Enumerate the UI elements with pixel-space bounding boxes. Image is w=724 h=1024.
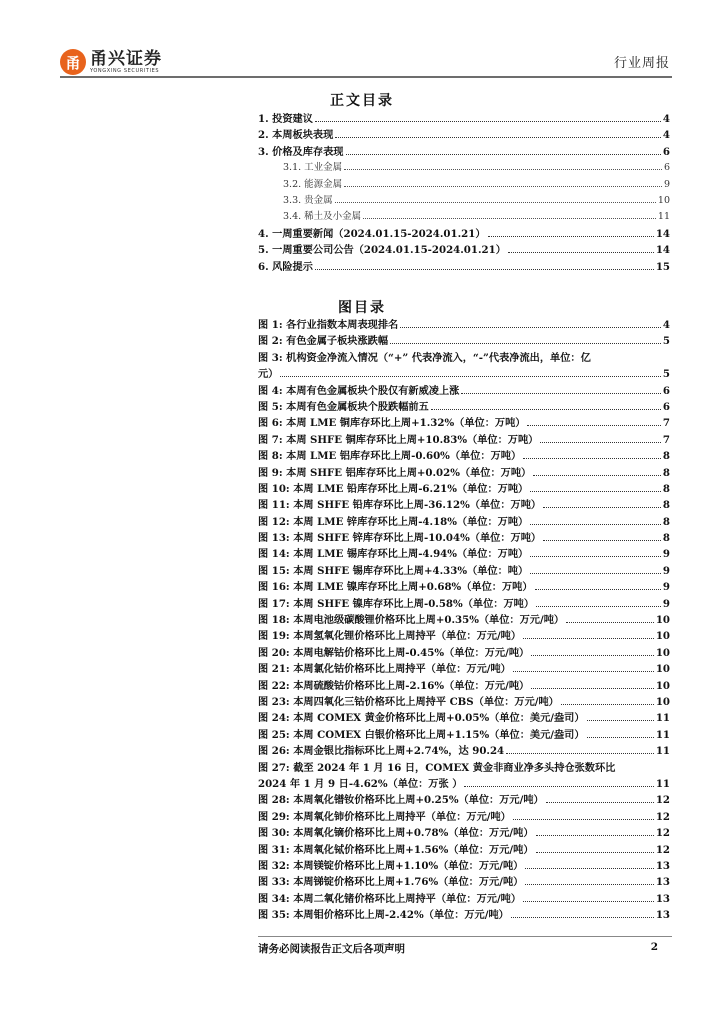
dot-leader: [540, 442, 661, 443]
figure-entry[interactable]: [258, 792, 670, 808]
figure-entry[interactable]: [258, 727, 670, 743]
figure-entry-page: 11: [655, 728, 670, 741]
toc-entry-page: 10: [657, 194, 670, 206]
figure-entry-page: 8: [662, 532, 670, 545]
toc-entry-label: 1. 投资建议: [258, 113, 313, 125]
figure-entry-label: 图 13: 本周 SHFE 锌库存环比上周-10.04%（单位：万吨）: [258, 532, 542, 545]
toc-entry-label: 5. 一周重要公司公告（2024.01.15-2024.01.21）: [258, 244, 506, 257]
toc-entry-page: 6: [663, 162, 670, 174]
toc-title: 正文目录: [330, 93, 394, 109]
figure-entry[interactable]: [258, 465, 670, 481]
figure-entry-label: 图 21: 本周氯化钴价格环比上周持平（单位：万元/吨）: [258, 663, 511, 676]
dot-leader: [346, 154, 661, 155]
figure-entry-label: 图 12: 本周 LME 锌库存环比上周-4.18%（单位：万吨）: [258, 515, 529, 528]
toc-entry[interactable]: [258, 127, 670, 143]
dot-leader: [344, 186, 662, 187]
dot-leader: [488, 236, 654, 237]
figure-entry-cont-label: 2024 年 1 月 9 日-4.62%（单位：万张 ）: [258, 777, 463, 790]
figure-entry-page: 8: [662, 482, 670, 495]
dot-leader: [280, 376, 661, 377]
dot-leader: [530, 556, 661, 557]
dot-leader: [531, 688, 654, 689]
dot-leader: [536, 835, 654, 836]
dot-leader: [315, 269, 654, 270]
dot-leader: [587, 720, 654, 721]
dot-leader: [587, 737, 654, 738]
dot-leader: [363, 218, 656, 219]
figure-entry-label: 图 33: 本周锑锭价格环比上周+1.76%（单位：万元/吨）: [258, 876, 524, 889]
figure-entry[interactable]: [258, 530, 670, 546]
toc-entry[interactable]: [258, 259, 670, 275]
figure-entry-page: 10: [655, 679, 670, 692]
figure-entry-page: 8: [662, 515, 670, 528]
figure-entry-page: 9: [662, 581, 670, 594]
toc-entry[interactable]: [258, 177, 670, 193]
figure-entry-cont-label: 元）: [258, 368, 279, 381]
figure-entry[interactable]: [258, 481, 670, 497]
figure-list: [258, 317, 670, 923]
figure-entry[interactable]: [258, 514, 670, 530]
figure-entry-page: 8: [662, 450, 670, 463]
footer-divider: [258, 936, 672, 937]
figure-entry-label: 图 17: 本周 SHFE 镍库存环比上周-0.58%（单位：万吨）: [258, 597, 535, 610]
brand-name-en: YONGXING SECURITIES: [90, 68, 160, 74]
figure-entry-label: 图 5: 本周有色金属板块个股跌幅前五: [258, 400, 429, 413]
figure-entry[interactable]: [258, 432, 670, 448]
brand-name-cn: 甬兴证券: [90, 49, 162, 69]
figure-entry-page: 13: [655, 859, 670, 872]
dot-leader: [335, 137, 661, 138]
figure-entry-label: 图 4: 本周有色金属板块个股仅有新威凌上涨: [258, 384, 460, 397]
dot-leader: [335, 202, 656, 203]
dot-leader: [536, 852, 654, 853]
figure-entry[interactable]: [258, 628, 670, 644]
dot-leader: [530, 491, 661, 492]
brand-logo-icon: 甬: [60, 49, 86, 75]
toc-entry-page: 15: [655, 260, 670, 273]
figure-entry[interactable]: [258, 317, 670, 333]
toc-entry[interactable]: [258, 144, 670, 160]
figure-entry-label: 图 25: 本周 COMEX 白银价格环比上周+1.15%（单位：美元/盎司）: [258, 728, 585, 741]
figure-entry[interactable]: [258, 874, 670, 890]
figure-entry-label: 图 18: 本周电池级碳酸锂价格环比上周+0.35%（单位：万元/吨）: [258, 614, 565, 627]
figure-entry[interactable]: 图 3: 机构资金净流入情况（“+” 代表净流入，“-”代表净流出，单位：亿: [258, 351, 591, 364]
dot-leader: [536, 606, 661, 607]
figure-entry-label: 图 29: 本周氧化铈价格环比上周持平（单位：万元/吨）: [258, 810, 511, 823]
dot-leader: [315, 121, 661, 122]
figure-entry[interactable]: [258, 399, 670, 415]
figure-entry-page: 11: [655, 745, 670, 758]
toc-list: [258, 111, 670, 275]
toc-entry-page: 11: [657, 211, 670, 223]
page-header: [60, 48, 672, 76]
figure-entry[interactable]: [258, 448, 670, 464]
figure-entry-cont-page: 5: [662, 368, 670, 381]
figure-entry[interactable]: [258, 678, 670, 694]
figure-entry-label: 图 28: 本周氧化镨钕价格环比上周+0.25%（单位：万元/吨）: [258, 794, 544, 807]
dot-leader: [400, 327, 661, 328]
figure-entry-page: 7: [662, 417, 670, 430]
dot-leader: [511, 917, 654, 918]
figure-entry[interactable]: [258, 497, 670, 513]
figure-entry-page: 6: [662, 400, 670, 413]
figure-entry-page: 9: [662, 548, 670, 561]
figure-entry-label: 图 24: 本周 COMEX 黄金价格环比上周+0.05%（单位：美元/盎司）: [258, 712, 585, 725]
brand-logo: [60, 48, 162, 76]
figure-entry-page: 10: [655, 630, 670, 643]
toc-entry-page: 6: [662, 145, 670, 158]
figure-entry[interactable]: [258, 891, 670, 907]
figure-entry-page: 12: [655, 827, 670, 840]
figure-entry[interactable]: [258, 596, 670, 612]
figure-entry-page: 7: [662, 433, 670, 446]
figure-entry-page: 8: [662, 499, 670, 512]
figure-entry-label: 图 1: 各行业指数本周表现排名: [258, 319, 399, 331]
page-footer: [258, 941, 672, 956]
figure-entry[interactable]: [258, 858, 670, 874]
dot-leader: [533, 475, 661, 476]
figure-entry[interactable]: [258, 645, 670, 661]
figure-entry-label: 图 20: 本周电解钴价格环比上周-0.45%（单位：万元/吨）: [258, 646, 530, 659]
figure-entry[interactable]: [258, 383, 670, 399]
toc-entry-page: 14: [655, 244, 670, 257]
dot-leader: [543, 507, 661, 508]
figure-entry-label: 图 26: 本周金银比指标环比上周+2.74%，达 90.24: [258, 745, 505, 758]
toc-entry-page: 4: [662, 113, 670, 125]
figure-entry-label: 图 6: 本周 LME 铜库存环比上周+1.32%（单位：万吨）: [258, 417, 526, 430]
figure-entry[interactable]: [258, 809, 670, 825]
page-number: 2: [650, 941, 658, 953]
figure-entry-label: 图 15: 本周 SHFE 锡库存环比上周+4.33%（单位：吨）: [258, 564, 529, 577]
figure-entry-label: 图 35: 本周钼价格环比上周-2.42%（单位：万元/吨）: [258, 909, 509, 922]
dot-leader: [513, 819, 654, 820]
figure-entry-page: 13: [655, 909, 670, 922]
figure-entry-page: 8: [662, 466, 670, 479]
dot-leader: [523, 901, 654, 902]
figure-entry[interactable]: 图 27: 截至 2024 年 1 月 16 日，COMEX 黄金非商业净多头持仓张数环比: [258, 761, 616, 774]
figure-entry[interactable]: [258, 415, 670, 431]
figure-entry-page: 10: [655, 695, 670, 708]
dot-leader: [464, 786, 653, 787]
figure-entry-page: 11: [655, 712, 670, 725]
figure-entry-label: 图 16: 本周 LME 镍库存环比上周+0.68%（单位：万吨）: [258, 581, 533, 594]
figure-entry-label: 图 10: 本周 LME 铅库存环比上周-6.21%（单位：万吨）: [258, 482, 529, 495]
toc-entry[interactable]: [258, 160, 670, 176]
toc-entry-label: 3.4. 稀土及小金属: [283, 211, 362, 223]
figure-entry-page: 9: [662, 597, 670, 610]
dot-leader: [561, 704, 654, 705]
figure-entry[interactable]: [258, 710, 670, 726]
dot-leader: [535, 589, 661, 590]
toc-entry-page: 14: [655, 227, 670, 240]
dot-leader: [461, 393, 661, 394]
figure-entry[interactable]: [258, 612, 670, 628]
figure-entry[interactable]: [258, 579, 670, 595]
toc-entry-label: 4. 一周重要新闻（2024.01.15-2024.01.21）: [258, 227, 486, 240]
dot-leader: [523, 638, 654, 639]
figure-entry-page: 12: [655, 843, 670, 856]
footer-disclaimer: 请务必阅读报告正文后各项声明: [258, 943, 405, 955]
figure-entry-label: 图 8: 本周 LME 铝库存环比上周-0.60%（单位：万吨）: [258, 450, 522, 463]
figure-entry-page: 5: [662, 335, 670, 348]
figure-entry-label: 图 19: 本周氢氧化锂价格环比上周持平（单位：万元/吨）: [258, 630, 522, 643]
dot-leader: [513, 671, 654, 672]
dot-leader: [390, 343, 661, 344]
dot-leader: [525, 868, 653, 869]
dot-leader: [530, 524, 661, 525]
dot-leader: [506, 753, 654, 754]
report-type: 行业周报: [613, 56, 670, 71]
dot-leader: [523, 458, 661, 459]
header-divider: [60, 76, 672, 78]
figure-entry-page: 6: [662, 384, 670, 397]
dot-leader: [527, 425, 660, 426]
figure-entry-label: 图 30: 本周氧化镝价格环比上周+0.78%（单位：万元/吨）: [258, 827, 534, 840]
dot-leader: [525, 884, 653, 885]
toc-entry-label: 2. 本周板块表现: [258, 129, 334, 142]
figure-entry-label: 图 22: 本周硫酸钴价格环比上周-2.16%（单位：万元/吨）: [258, 679, 530, 692]
toc-entry[interactable]: [258, 193, 670, 209]
toc-entry-label: 3.2. 能源金属: [283, 178, 343, 190]
figure-entry[interactable]: [258, 333, 670, 349]
figure-entry[interactable]: [258, 661, 670, 677]
dot-leader: [543, 540, 661, 541]
figure-entry-label: 图 32: 本周镁锭价格环比上周+1.10%（单位：万元/吨）: [258, 859, 524, 872]
figure-entry-label: 图 34: 本周二氧化锗价格环比上周持平（单位：万元/吨）: [258, 892, 522, 905]
figure-entry-page: 13: [655, 876, 670, 889]
figure-entry-page: 4: [662, 319, 670, 331]
figure-entry-page: 12: [655, 810, 670, 823]
toc-entry-label: 6. 风险提示: [258, 260, 313, 273]
figure-entry[interactable]: [258, 743, 670, 759]
figure-entry-label: 图 31: 本周氧化铽价格环比上周+1.56%（单位：万元/吨）: [258, 843, 534, 856]
toc-entry[interactable]: [258, 226, 670, 242]
figures-title: 图目录: [338, 300, 386, 316]
toc-entry-page: 9: [663, 178, 670, 190]
figure-entry-page: 10: [655, 646, 670, 659]
dot-leader: [508, 252, 654, 253]
figure-entry-label: 图 7: 本周 SHFE 铜库存环比上周+10.83%（单位：万吨）: [258, 433, 539, 446]
figure-entry-label: 图 14: 本周 LME 锡库存环比上周-4.94%（单位：万吨）: [258, 548, 529, 561]
dot-leader: [530, 573, 661, 574]
figure-entry[interactable]: [258, 563, 670, 579]
figure-entry-page: 12: [655, 794, 670, 807]
dot-leader: [344, 169, 662, 170]
figure-entry-cont-page: 11: [655, 777, 670, 790]
toc-entry[interactable]: [258, 111, 670, 127]
figure-entry-page: 13: [655, 892, 670, 905]
toc-entry-page: 4: [662, 129, 670, 142]
figure-entry-cont[interactable]: [258, 776, 670, 792]
dot-leader: [546, 802, 654, 803]
figure-entry-label: 图 2: 有色金属子板块涨跌幅: [258, 335, 389, 348]
figure-entry-page: 10: [655, 614, 670, 627]
figure-entry-label: 图 9: 本周 SHFE 铝库存环比上周+0.02%（单位：万吨）: [258, 466, 532, 479]
figure-entry[interactable]: [258, 546, 670, 562]
toc-entry-label: 3.3. 贵金属: [283, 194, 333, 206]
figure-entry[interactable]: [258, 842, 670, 858]
figure-entry-cont[interactable]: [258, 366, 670, 382]
figure-entry-label: 图 11: 本周 SHFE 铅库存环比上周-36.12%（单位：万吨）: [258, 499, 542, 512]
dot-leader: [431, 409, 661, 410]
toc-entry-label: 3. 价格及库存表现: [258, 145, 344, 158]
figure-entry[interactable]: [258, 694, 670, 710]
figure-entry-page: 9: [662, 564, 670, 577]
figure-entry-page: 10: [655, 663, 670, 676]
figure-entry[interactable]: [258, 825, 670, 841]
figure-entry[interactable]: [258, 907, 670, 923]
dot-leader: [566, 622, 654, 623]
toc-entry[interactable]: [258, 242, 670, 258]
toc-entry-label: 3.1. 工业金属: [283, 162, 343, 174]
dot-leader: [531, 655, 654, 656]
figure-entry-label: 图 23: 本周四氧化三钴价格环比上周持平 CBS（单位：万元/吨）: [258, 695, 559, 708]
toc-entry[interactable]: [258, 209, 670, 225]
